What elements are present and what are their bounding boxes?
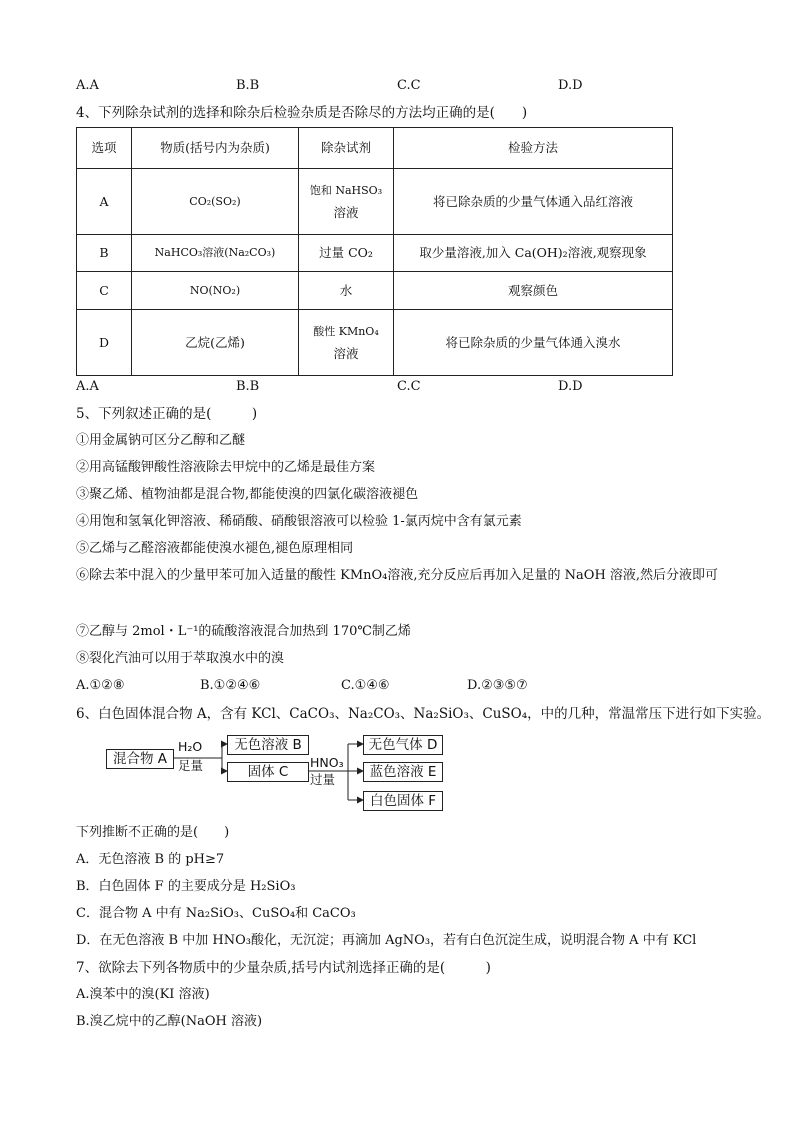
table-row — [77, 310, 673, 376]
header-option: 选项 — [77, 128, 132, 169]
q5-item-4: ④用饱和氢氧化钾溶液、稀硝酸、硝酸银溶液可以检验 1-氯丙烷中含有氯元素 — [76, 514, 522, 529]
q3-choice-a[interactable]: A.A — [76, 78, 99, 93]
q5-choice-b[interactable]: B.①②④⑥ — [200, 678, 261, 693]
q3-choice-b[interactable]: B.B — [236, 78, 260, 93]
row-substance: NaHCO₃溶液(Na₂CO₃) — [132, 235, 299, 272]
row-substance: 乙烷(乙烯) — [132, 310, 299, 376]
acid-label: HNO₃ — [310, 755, 344, 770]
water-amount-label: 足量 — [178, 758, 204, 773]
q4-choice-a[interactable]: A.A — [76, 379, 99, 394]
q6-option-c[interactable]: C．混合物 A 中有 Na₂SiO₃、CuSO₄和 CaCO₃ — [76, 906, 356, 921]
q4-choice-b[interactable]: B.B — [236, 379, 260, 394]
q3-choices — [76, 78, 676, 96]
solution-e-box: 蓝色溶液 E — [363, 762, 443, 782]
table-header-row — [77, 128, 673, 169]
q6-flowchart — [100, 730, 460, 816]
q4-choices — [76, 379, 676, 397]
q5-item-6: ⑥除去苯中混入的少量甲苯可加入适量的酸性 KMnO₄溶液,充分反应后再加入足量的 NaOH 溶液,然后分液即可 — [76, 568, 719, 583]
row-reagent — [299, 310, 394, 376]
row-substance: NO(NO₂) — [132, 272, 299, 310]
solution-b-box: 无色溶液 B — [227, 735, 309, 755]
q3-choice-d[interactable]: D.D — [558, 78, 583, 93]
header-method: 检验方法 — [394, 128, 673, 169]
q5-choices — [76, 678, 676, 696]
gas-d-box: 无色气体 D — [363, 735, 443, 755]
q5-item-2: ②用高锰酸钾酸性溶液除去甲烷中的乙烯是最佳方案 — [76, 460, 376, 475]
row-method: 取少量溶液,加入 Ca(OH)₂溶液,观察现象 — [394, 235, 673, 272]
q6-option-a[interactable]: A．无色溶液 B 的 pH≥7 — [76, 852, 225, 867]
q5-item-8: ⑧裂化汽油可以用于萃取溴水中的溴 — [76, 651, 285, 666]
q4-table — [76, 127, 673, 376]
table-row — [77, 235, 673, 272]
table-row — [77, 169, 673, 235]
row-option: B — [77, 235, 132, 272]
q6-option-d[interactable]: D．在无色溶液 B 中加 HNO₃酸化，无沉淀；再滴加 AgNO₃，若有白色沉淀生成，说明混合物 A 中有 KCl — [76, 933, 697, 948]
row-reagent: 过量 CO₂ — [299, 235, 394, 272]
table-row — [77, 272, 673, 310]
reagent-line2: 溶液 — [333, 204, 359, 220]
row-substance: CO₂(SO₂) — [132, 169, 299, 235]
q4-title: 4、下列除杂试剂的选择和除杂后检验杂质是否除尽的方法均正确的是( ) — [76, 105, 528, 121]
q5-choice-d[interactable]: D.②③⑤⑦ — [467, 678, 528, 693]
row-option: C — [77, 272, 132, 310]
row-option: A — [77, 169, 132, 235]
row-method: 观察颜色 — [394, 272, 673, 310]
q5-item-1: ①用金属钠可区分乙醇和乙醚 — [76, 433, 246, 448]
q7-option-b[interactable]: B.溴乙烷中的乙醇(NaOH 溶液) — [76, 1014, 263, 1029]
row-reagent: 水 — [299, 272, 394, 310]
mixture-a-box: 混合物 A — [106, 749, 174, 769]
reagent-line2: 溶液 — [333, 345, 359, 361]
q6-option-b[interactable]: B．白色固体 F 的主要成分是 H₂SiO₃ — [76, 879, 296, 894]
q5-choice-c[interactable]: C.①④⑥ — [341, 678, 390, 693]
row-method: 将已除杂质的少量气体通入品红溶液 — [394, 169, 673, 235]
q5-choice-a[interactable]: A.①②⑧ — [76, 678, 125, 693]
reagent-line1: 饱和 NaHSO₃ — [309, 183, 383, 197]
q5-title: 5、下列叙述正确的是( ) — [76, 406, 258, 422]
row-method: 将已除杂质的少量气体通入溴水 — [394, 310, 673, 376]
acid-amount-label: 过量 — [310, 772, 336, 787]
q6-title: 6、白色固体混合物 A，含有 KCl、CaCO₃、Na₂CO₃、Na₂SiO₃、CuSO₄，中的几种，常温常压下进行如下实验。 — [76, 706, 771, 722]
header-reagent: 除杂试剂 — [299, 128, 394, 169]
q6-prompt: 下列推断不正确的是( ) — [76, 825, 230, 840]
row-option: D — [77, 310, 132, 376]
q4-choice-c[interactable]: C.C — [397, 379, 421, 394]
row-reagent — [299, 169, 394, 235]
q7-option-a[interactable]: A.溴苯中的溴(KI 溶液) — [76, 987, 210, 1002]
solid-f-box: 白色固体 F — [363, 791, 443, 811]
q5-item-7: ⑦乙醇与 2mol・L⁻¹的硫酸溶液混合加热到 170℃制乙烯 — [76, 624, 411, 639]
q4-choice-d[interactable]: D.D — [558, 379, 583, 394]
q5-item-3: ③聚乙烯、植物油都是混合物,都能使溴的四氯化碳溶液褪色 — [76, 487, 419, 502]
q5-item-5: ⑤乙烯与乙醛溶液都能使溴水褪色,褪色原理相同 — [76, 541, 354, 556]
solid-c-box: 固体 C — [227, 762, 309, 782]
header-substance: 物质(括号内为杂质) — [132, 128, 299, 169]
q3-choice-c[interactable]: C.C — [397, 78, 421, 93]
reagent-line1: 酸性 KMnO₄ — [313, 324, 379, 338]
water-label: H₂O — [178, 739, 203, 754]
q7-title: 7、欲除去下列各物质中的少量杂质,括号内试剂选择正确的是( ) — [76, 960, 491, 976]
